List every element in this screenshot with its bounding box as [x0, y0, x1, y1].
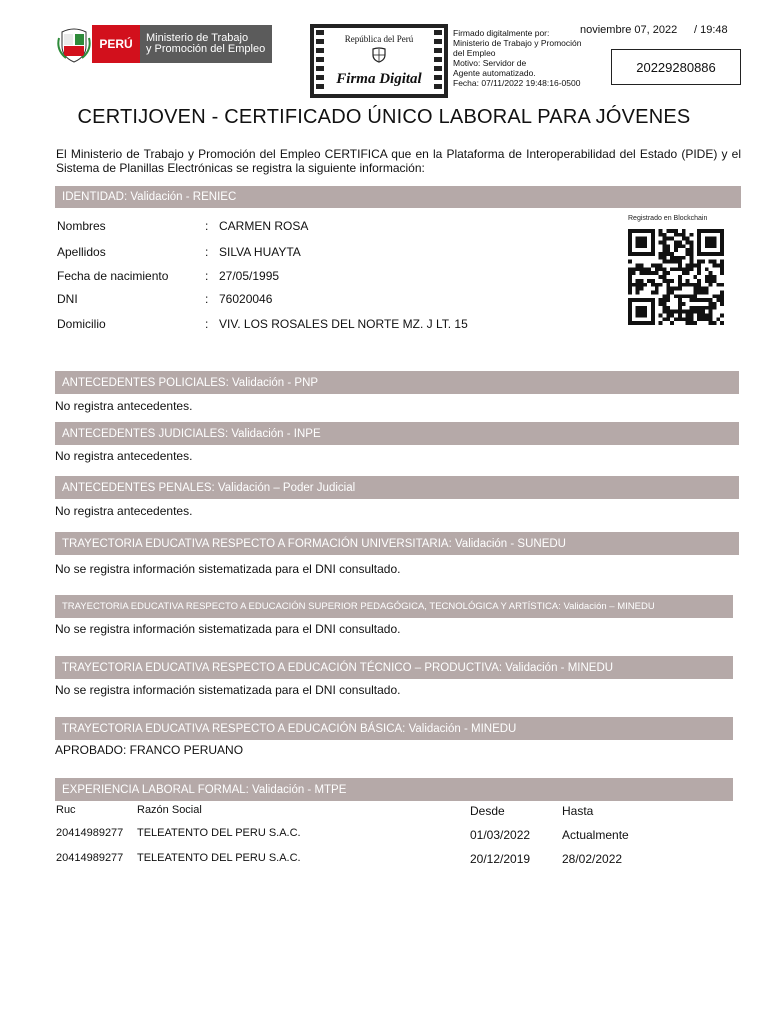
field-value-names: CARMEN ROSA	[219, 219, 309, 233]
field-value-dni: 76020046	[219, 292, 273, 306]
section-header-police: ANTECEDENTES POLICIALES: Validación - PNP	[55, 371, 739, 394]
field-value-address: VIV. LOS ROSALES DEL NORTE MZ. J LT. 15	[219, 317, 468, 331]
blockchain-label: Registrado en Blockchain	[628, 215, 708, 222]
section-text-judicial: No registra antecedentes.	[55, 449, 193, 463]
section-header-identity: IDENTIDAD: Validación - RENIEC	[55, 186, 741, 208]
ministry-name-line2: y Promoción del Empleo	[146, 43, 266, 55]
field-colon: :	[205, 269, 209, 283]
signature-line: Firmado digitalmente por:	[453, 28, 550, 38]
issue-time: / 19:48	[694, 24, 728, 36]
section-header-technical: TRAYECTORIA EDUCATIVA RESPECTO A EDUCACIÓN TÉCNICO – PRODUCTIVA: Validación - MINEDU	[55, 656, 733, 679]
section-header-higher-education: TRAYECTORIA EDUCATIVA RESPECTO A EDUCACIÓN SUPERIOR PEDAGÓGICA, TECNOLÓGICA Y ARTÍSTICA: Validación – MINEDU	[55, 595, 733, 618]
qr-code-icon	[626, 229, 726, 325]
column-header-to: Hasta	[562, 804, 594, 818]
field-value-surnames: SILVA HUAYTA	[219, 245, 301, 259]
signature-line: Motivo: Servidor de	[453, 58, 527, 68]
signature-line: del Empleo	[453, 48, 496, 58]
peru-badge: PERÚ	[92, 25, 140, 63]
stamp-label: Firma Digital	[336, 71, 422, 87]
ministry-name-line1: Ministerio de Trabajo	[146, 32, 249, 44]
stamp-country: República del Perú	[344, 34, 414, 44]
shield-icon	[372, 47, 386, 63]
ministry-name	[140, 25, 272, 63]
table-cell-to: 28/02/2022	[562, 852, 623, 866]
table-cell-from: 01/03/2022	[470, 828, 531, 842]
coat-of-arms-icon	[56, 24, 92, 64]
table-cell-to: Actualmente	[562, 828, 629, 842]
section-header-criminal: ANTECEDENTES PENALES: Validación – Poder Judicial	[55, 476, 739, 499]
section-header-judicial: ANTECEDENTES JUDICIALES: Validación - INPE	[55, 422, 739, 445]
table-cell-from: 20/12/2019	[470, 852, 531, 866]
section-text-university: No se registra información sistematizada para el DNI consultado.	[55, 562, 401, 576]
column-header-from: Desde	[470, 804, 505, 818]
column-header-ruc: Ruc	[56, 804, 76, 816]
section-text-basic-education: APROBADO: FRANCO PERUANO	[55, 743, 244, 757]
field-value-birthdate: 27/05/1995	[219, 269, 280, 283]
table-cell-ruc: 20414989277	[56, 852, 124, 864]
certificate-code: 20229280886	[611, 49, 741, 85]
field-colon: :	[205, 245, 209, 259]
field-label: DNI	[57, 292, 78, 306]
section-header-university: TRAYECTORIA EDUCATIVA RESPECTO A FORMACIÓN UNIVERSITARIA: Validación - SUNEDU	[55, 532, 739, 555]
table-cell-ruc: 20414989277	[56, 827, 124, 839]
section-header-basic-education: TRAYECTORIA EDUCATIVA RESPECTO A EDUCACIÓN BÁSICA: Validación - MINEDU	[55, 717, 733, 740]
section-text-criminal: No registra antecedentes.	[55, 504, 193, 518]
field-colon: :	[205, 292, 209, 306]
section-text-higher-education: No se registra información sistematizada para el DNI consultado.	[55, 622, 401, 636]
field-label: Fecha de nacimiento	[57, 269, 169, 283]
table-cell-name: TELEATENTO DEL PERU S.A.C.	[137, 852, 301, 864]
section-header-employment: EXPERIENCIA LABORAL FORMAL: Validación - MTPE	[55, 778, 733, 801]
signature-details	[453, 28, 603, 88]
issue-date: noviembre 07, 2022	[580, 24, 678, 36]
section-text-police: No registra antecedentes.	[55, 399, 193, 413]
signature-line: Agente automatizado.	[453, 68, 536, 78]
digital-signature-stamp	[310, 24, 448, 98]
field-label: Apellidos	[57, 245, 106, 259]
field-colon: :	[205, 219, 209, 233]
field-label: Domicilio	[57, 317, 106, 331]
ministry-logo	[56, 24, 272, 64]
table-cell-name: TELEATENTO DEL PERU S.A.C.	[137, 827, 301, 839]
signature-line: Fecha: 07/11/2022 19:48:16-0500	[453, 78, 581, 88]
intro-text: El Ministerio de Trabajo y Promoción del Empleo CERTIFICA que en la Plataforma de Interoperabilidad del Estado (PIDE) y el Sistema de Planillas Electrónicas se registra la siguiente información:	[56, 147, 741, 175]
page-title: CERTIJOVEN - CERTIFICADO ÚNICO LABORAL PARA JÓVENES	[77, 106, 691, 128]
field-colon: :	[205, 317, 209, 331]
field-label: Nombres	[57, 219, 106, 233]
section-text-technical: No se registra información sistematizada para el DNI consultado.	[55, 683, 401, 697]
signature-line: Ministerio de Trabajo y Promoción	[453, 38, 582, 48]
column-header-name: Razón Social	[137, 804, 202, 816]
